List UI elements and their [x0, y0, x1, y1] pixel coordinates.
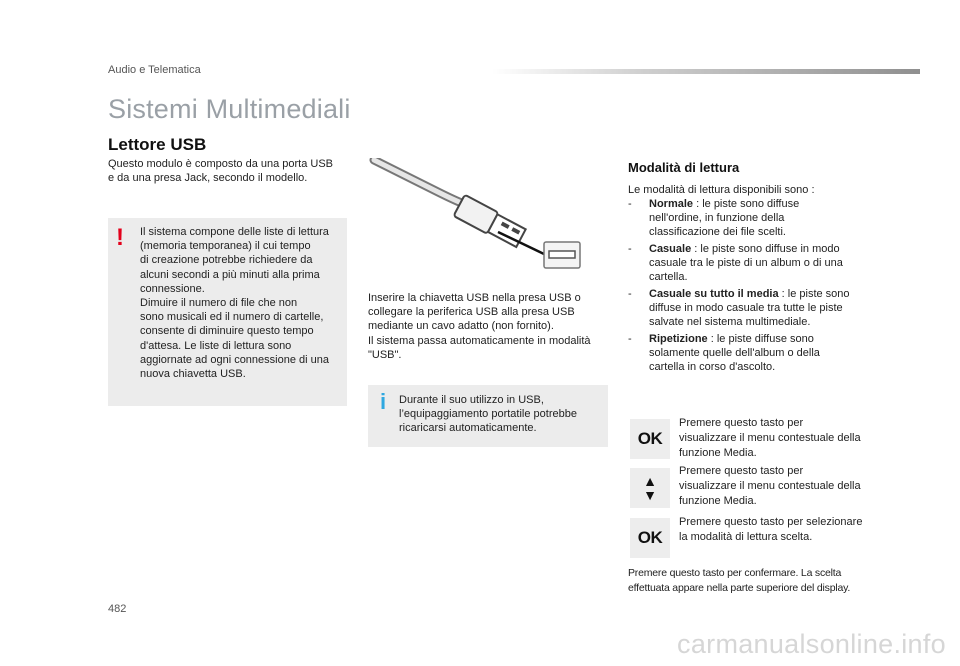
mode-desc: : le piste sono	[778, 288, 850, 300]
info-line: Durante il suo utilizzo in USB,	[399, 394, 544, 406]
mode-desc: : le piste sono diffuse	[693, 198, 800, 210]
insert-line: "USB".	[368, 348, 402, 361]
ok-key-label: OK	[637, 528, 663, 547]
mode-desc: solamente quelle dell'album o della	[649, 347, 820, 360]
down-arrow-icon: ▼	[643, 487, 657, 503]
mode-desc: cartella.	[649, 271, 688, 284]
usb-intro-line: Questo modulo è composto da una porta USB	[108, 158, 334, 170]
key-desc-line: Premere questo tasto per	[679, 465, 804, 477]
page-number: 482	[108, 603, 127, 615]
ok-key-icon	[630, 419, 670, 459]
usb-insert-text	[368, 291, 608, 362]
confirm-line: effettuata appare nella parte superiore del display.	[628, 581, 851, 594]
warning-line: Il sistema compone delle liste di lettura	[140, 226, 329, 238]
list-dash: -	[628, 198, 632, 210]
confirm-line: Premere questo tasto per confermare. La scelta	[628, 567, 842, 579]
warning-text	[140, 225, 345, 381]
usb-intro	[108, 157, 358, 185]
warning-line: consente di diminuire questo tempo	[140, 325, 314, 338]
modes-intro: Le modalità di lettura disponibili sono :	[628, 184, 815, 196]
insert-line: mediante un cavo adatto (non fornito).	[368, 320, 554, 333]
mode-desc: : le piste diffuse sono	[707, 333, 814, 345]
warning-line: connessione.	[140, 282, 205, 295]
mode-name: Casuale su tutto il media	[649, 288, 779, 300]
key-desc-line: Premere questo tasto per selezionare	[679, 516, 863, 528]
ok-key-label: OK	[637, 429, 663, 448]
info-icon: i	[380, 389, 387, 414]
insert-line: Il sistema passa automaticamente in modalità	[368, 334, 591, 347]
info-line: ricaricarsi automaticamente.	[399, 422, 537, 435]
mode-desc: casuale tra le piste di un album o di una	[649, 257, 843, 270]
mode-desc: salvate nel sistema multimediale.	[649, 316, 811, 329]
warning-line: alcuni secondi a più minuti alla prima	[140, 268, 320, 281]
ok-key-icon	[630, 518, 670, 558]
mode-desc: : le piste sono diffuse in modo	[691, 243, 840, 255]
page-title: Sistemi Multimediali	[108, 94, 351, 124]
key-desc-line: visualizzare il menu contestuale della	[679, 432, 861, 444]
mode-desc: nell'ordine, in funzione della	[649, 212, 785, 225]
header-gradient-bar	[492, 69, 920, 74]
key-desc-line: funzione Media.	[679, 447, 757, 459]
warning-line: (memoria temporanea) il cui tempo	[140, 240, 311, 253]
mode-desc: diffuse in modo casuale tra tutte le piste	[649, 302, 843, 315]
mode-name: Ripetizione	[649, 333, 708, 345]
warning-line: sono musicali ed il numero di cartelle,	[140, 311, 324, 324]
usb-stick-illustration	[368, 158, 588, 278]
confirm-text	[628, 566, 850, 595]
mode-name: Normale	[649, 198, 694, 210]
key-desc-line: visualizzare il menu contestuale della	[679, 480, 861, 492]
up-down-key-description	[679, 464, 879, 509]
ok-key-description	[679, 416, 879, 461]
warning-line: di creazione potrebbe richiedere da	[140, 254, 313, 267]
up-arrow-icon: ▲	[643, 473, 657, 489]
ok-select-key-description	[679, 515, 879, 545]
list-dash: -	[628, 243, 632, 255]
modes-heading: Modalità di lettura	[628, 160, 740, 175]
usb-intro-line: e da una presa Jack, secondo il modello.	[108, 172, 308, 185]
mode-name: Casuale	[649, 243, 692, 255]
key-desc-line: funzione Media.	[679, 495, 757, 507]
info-line: l’equipaggiamento portatile potrebbe	[399, 408, 577, 421]
section-label: Audio e Telematica	[108, 64, 201, 76]
insert-line: Inserire la chiavetta USB nella presa USB o	[368, 292, 581, 304]
list-dash: -	[628, 288, 632, 300]
key-desc-line: la modalità di lettura scelta.	[679, 531, 813, 543]
info-text	[399, 393, 604, 436]
mode-desc: classificazione dei file scelti.	[649, 226, 786, 239]
warning-line: nuova chiavetta USB.	[140, 368, 246, 381]
mode-desc: cartella in corso d'ascolto.	[649, 361, 776, 374]
warning-line: aggiornate ad ogni connessione di una	[140, 353, 329, 366]
warning-line: Dimuire il numero di file che non	[140, 297, 298, 310]
warning-line: d'attesa. Le liste di lettura sono	[140, 339, 292, 352]
key-desc-line: Premere questo tasto per	[679, 417, 804, 429]
insert-line: collegare la periferica USB alla presa USB	[368, 306, 575, 319]
warning-icon: !	[116, 224, 124, 251]
usb-heading: Lettore USB	[108, 135, 207, 154]
watermark: carmanualsonline.info	[677, 629, 946, 659]
list-dash: -	[628, 333, 632, 345]
up-down-key-icon	[630, 468, 670, 508]
